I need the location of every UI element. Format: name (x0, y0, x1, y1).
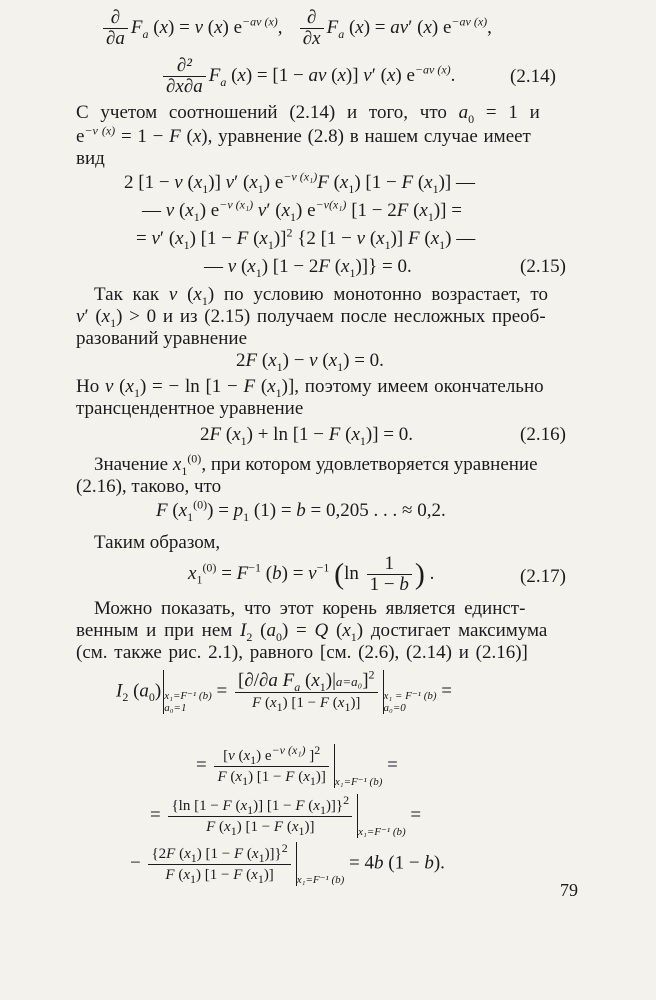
equation-f-value: F $(x_1^{(0)}) = p_1$ (1) = b = 0,205 . . . ≈ 0,2. (156, 497, 446, 524)
equation-2-15-line1: 2 [1 − v $(x_1)$] v′ $(x_1)$ $e^{-v (x_1)}F$ $(x_1) [1 - F$ $(x_1)$] — (124, 169, 475, 196)
para6-line2: венным и при нем $I_2$ $(a_0) = Q$ $(x_1)$ достигает максимума (76, 620, 548, 644)
para4-line1: Значение $x_1^{(0)}$, при котором удовлетворяется уравнение (94, 451, 538, 478)
para2-line1: Так как v $(x_1)$ по условию монотонно возрастает, то (94, 284, 548, 308)
equation-final-line4: − $\frac{\{2F (x_1) [1 - F (x_1)]\}^2}{F (x_1) [1 - F (x_1)]}$ x₁=F⁻¹ (b) = 4b (1 − b). (130, 840, 445, 886)
equation-2-15-line2: — v $(x_1)$ $e^{-v (x_1)}$ v′ $(x_1)$ $e^{-v(x_1)}$ [1 − 2F $(x_1)$] = (142, 197, 462, 224)
para1-line1: С учетом соотношений (2.14) и того, что $a_0 = 1$ и (76, 102, 540, 126)
para3-line2: трансцендентное уравнение (76, 398, 304, 419)
equation-number-2-14: (2.14) (510, 66, 556, 87)
para6-line1: Можно показать, что этот корень является единст- (94, 598, 526, 619)
equation-mid: 2F $(x_1) - v$ $(x_1) = 0$. (236, 350, 384, 374)
equation-top-second: $\frac{\text{∂²}}{\partial x\partial a}$ $F_a$ (x) = [1 − av (x)] v′ (x) $e^{-av (x)}$. (160, 56, 455, 97)
equation-number-2-17: (2.17) (520, 566, 566, 587)
equation-number-2-16: (2.16) (520, 424, 566, 445)
para2-line2: v′ $(x_1) > 0$ и из (2.15) получаем после несложных преоб- (76, 306, 546, 330)
equation-final-line2: = $\frac{[v (x_1) e^{-v (x_1)} ]^2}{F (x_1) [1 - F (x_1)]}$ x₁=F⁻¹ (b) = (196, 742, 398, 788)
equation-2-15-line4: — v $(x_1) [1 - 2F$ $(x_1)]\} = 0$. (204, 256, 412, 280)
para6-line3: (см. также рис. 2.1), равного [см. (2.6), (2.14) и (2.16)] (76, 642, 528, 663)
para5: Таким образом, (94, 532, 221, 553)
page-number: 79 (560, 880, 578, 900)
equation-final-line1: $I_2$ $(a_0)$ x₁=F⁻¹ (b) a₀=1 = $\frac{[\partial/\partial a F_a (x_1)|a=a_0]^2}{F (x_1) [1 - F (x_1)]}$ x₁ = F⁻¹ (b) a₀=0 = (116, 667, 453, 714)
para4-line2: (2.16), таково, что (76, 476, 222, 497)
equation-2-17: $x_1^{(0)} = F^{-1}$ $(b) = v^{-1}$ (ln $\frac{1}{1 - b}$ ) . (188, 553, 435, 595)
equation-2-15-line3: = v′ $(x_1) [1 - F$ $(x_1)]^2$ {2 [1 − v $(x_1)$] F $(x_1)$ — (136, 225, 476, 252)
para1-line2: $e^{-v (x)} = 1 - F$ (x), уравнение (2.8) в нашем случае имеет (76, 123, 531, 147)
para2-line3: разований уравнение (76, 328, 248, 349)
para1-line3: вид (76, 148, 105, 169)
equation-top-first: $\frac{\partial}{\partial a}$ $F_a$ (x) = v (x) $e^{-av (x)}$, $\frac{\partial}{\partial x}$ $F_a$ (x) = av′ (x) $e^{-av (x)}$, (100, 8, 492, 49)
equation-number-2-15: (2.15) (520, 256, 566, 277)
para3-line1: Но v $(x_1)$ = − ln [1 − F $(x_1)$], поэтому имеем окончательно (76, 376, 544, 400)
equation-final-line3: = $\frac{\{\ln [1 - F (x_1)] [1 - F (x_1)]\}^2}{F (x_1) [1 - F (x_1)]}$ x₁=F⁻¹ (b) = (150, 792, 422, 838)
equation-2-16: 2F $(x_1) + \ln [1 - F$ $(x_1)] = 0$. (200, 424, 413, 448)
